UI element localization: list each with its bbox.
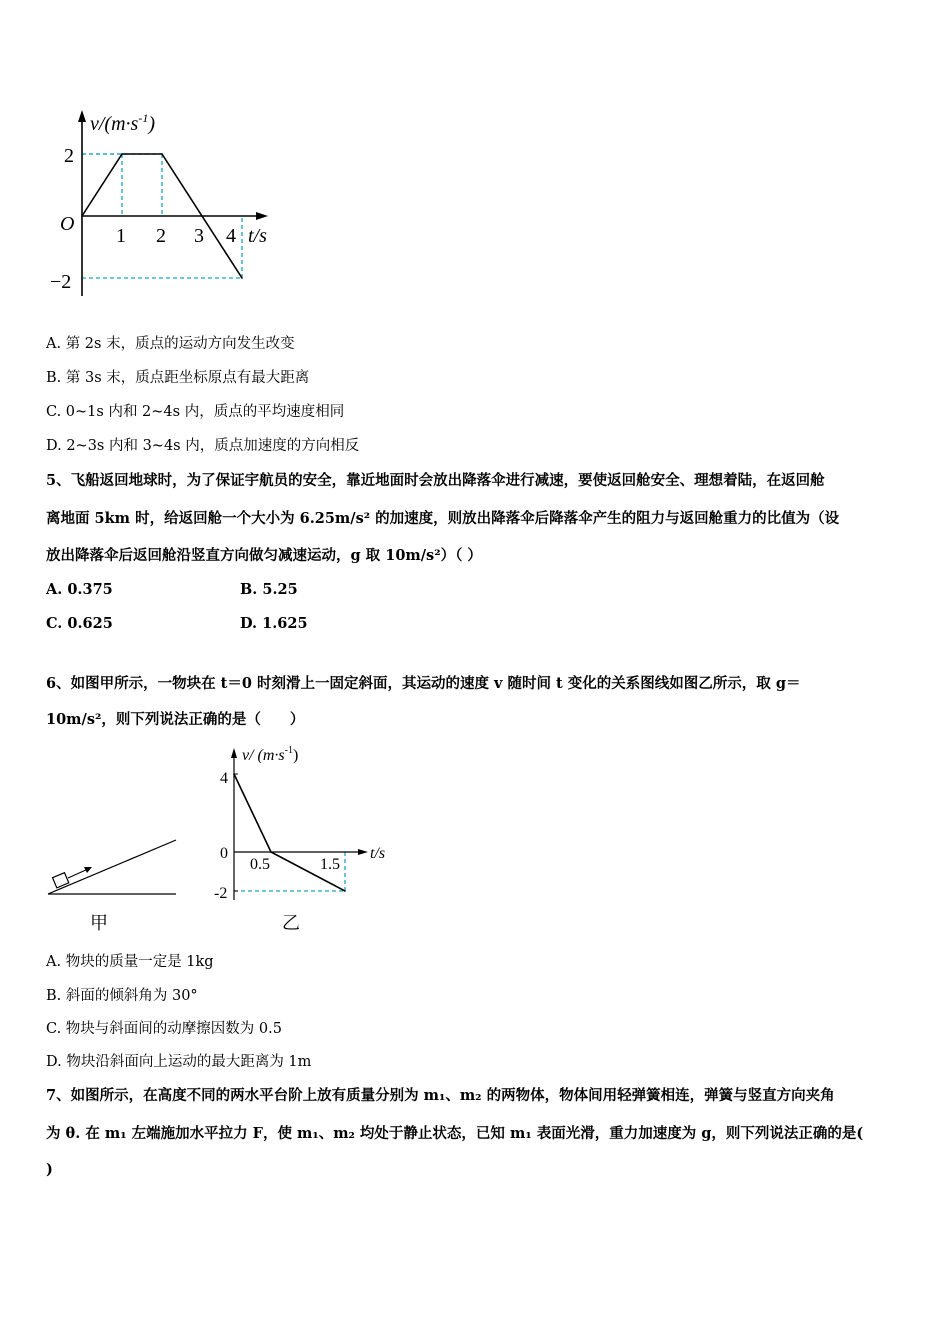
q5-stem-line-3: 放出降落伞后返回舱沿竖直方向做匀减速运动，g 取 10m/s²）（ ） [46, 547, 482, 564]
g1-y-tick-neg2: −2 [50, 271, 72, 293]
g1-x-tick-1: 1 [116, 225, 126, 247]
q6-option-b: B. 斜面的倾斜角为 30° [46, 988, 198, 1004]
q5-option-c: C. 0.625 [46, 615, 113, 632]
q6-option-d: D. 物块沿斜面向上运动的最大距离为 1m [46, 1054, 312, 1070]
q5-stem-line-2: 离地面 5km 时，给返回舱一个大小为 6.25m/s² 的加速度，则放出降落伞后降落伞产生的阻力与返回舱重力的比值为（设 [46, 510, 840, 527]
g2-series-line [234, 774, 345, 891]
velocity-time-graph-2 [206, 740, 406, 940]
g2-x-label: t/s [370, 845, 386, 862]
g1-x-arrow [256, 212, 268, 220]
g1-origin: O [60, 213, 75, 235]
q5-stem-line-1: 5、飞船返回地球时，为了保证宇航员的安全，靠近地面时会放出降落伞进行减速，要使返回舱安全、理想着陆，在返回舱 [46, 472, 825, 489]
incline-slope [48, 840, 176, 894]
q7-stem-line-1: 7、如图所示，在高度不同的两水平台阶上放有质量分别为 m₁、m₂ 的两物体，物体间用轻弹簧相连，弹簧与竖直方向夹角 [46, 1087, 835, 1104]
velocity-arrow [68, 869, 88, 878]
g2-x-arrow [358, 849, 368, 855]
block [53, 873, 69, 888]
q6-option-c: C. 物块与斜面间的动摩擦因数为 0.5 [46, 1021, 282, 1037]
q5-option-d: D. 1.625 [240, 615, 308, 632]
q6-option-a: A. 物块的质量一定是 1kg [46, 954, 214, 970]
q5-option-b: B. 5.25 [240, 581, 298, 598]
g2-y-tick-4: 4 [220, 770, 228, 787]
g2-y-tick-neg2: -2 [214, 885, 228, 902]
fig-b-caption: 乙 [282, 913, 300, 933]
q6-stem-line-1: 6、如图甲所示，一物块在 t＝0 时刻滑上一固定斜面，其运动的速度 v 随时间 t 变化的关系图线如图乙所示，取 g＝ [46, 675, 801, 692]
q4-option-d: D. 2~3s 内和 3~4s 内，质点加速度的方向相反 [46, 438, 360, 454]
g1-y-arrow [78, 110, 86, 122]
g1-y-tick-2: 2 [64, 145, 74, 167]
g2-origin: 0 [220, 845, 228, 862]
g2-point-2 [344, 890, 346, 892]
q4-option-a: A. 第 2s 末，质点的运动方向发生改变 [46, 336, 295, 352]
g2-y-arrow [231, 748, 237, 758]
g1-point-3 [241, 277, 243, 279]
g2-x-tick-05: 0.5 [250, 856, 270, 873]
g1-x-tick-2: 2 [156, 225, 166, 247]
velocity-time-graph-1 [40, 104, 280, 304]
g1-y-label: $v/(m\cdot s^{-1})$ [90, 111, 155, 135]
q4-option-b: B. 第 3s 末，质点距坐标原点有最大距离 [46, 370, 310, 386]
g2-x-tick-15: 1.5 [320, 856, 340, 873]
g1-x-label: t/s [248, 225, 267, 247]
q7-stem-line-3: ) [46, 1161, 53, 1178]
q4-option-c: C. 0~1s 内和 2~4s 内，质点的平均速度相同 [46, 404, 345, 420]
g1-x-tick-4: 4 [226, 225, 236, 247]
incline-figure [44, 830, 184, 940]
q7-stem-line-2: 为 θ. 在 m₁ 左端施加水平拉力 F，使 m₁、m₂ 均处于静止状态，已知 m₁ 表面光滑，重力加速度为 g，则下列说法正确的是( [46, 1125, 864, 1142]
q5-option-a: A. 0.375 [46, 581, 113, 598]
g1-x-tick-3: 3 [194, 225, 204, 247]
g1-point-1 [121, 153, 123, 155]
q6-stem-line-2: 10m/s²，则下列说法正确的是（ ） [46, 711, 305, 728]
g2-y-label: v/ $(m\cdot s^{-1})$ [242, 745, 299, 764]
fig-a-caption: 甲 [90, 913, 108, 933]
g1-point-2 [161, 153, 163, 155]
